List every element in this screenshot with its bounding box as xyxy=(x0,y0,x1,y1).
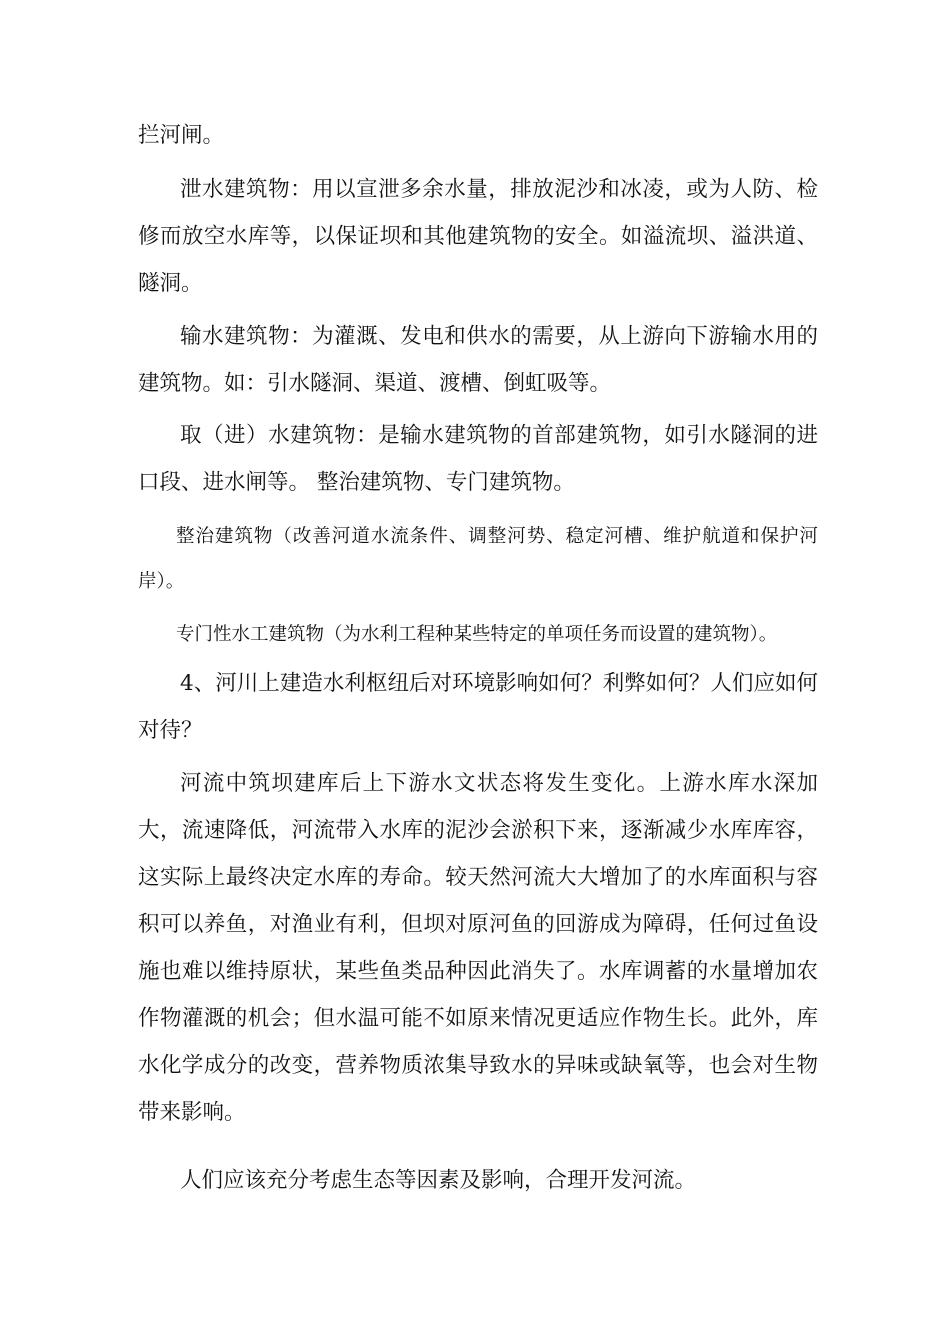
paragraph-discharge-structures: 泄水建筑物：用以宣泄多余水量，排放泥沙和冰凌，或为人防、检修而放空水库等，以保证坝和其他建筑物的安全。如溢流坝、溢洪道、隧洞。 xyxy=(138,177,818,296)
paragraph-intake-structures: 取（进）水建筑物：是输水建筑物的首部建筑物，如引水隧洞的进口段、进水闸等。 整治建筑物、专门建筑物。 xyxy=(138,423,818,495)
paragraph-regulation-structures: 整治建筑物（改善河道水流条件、调整河势、稳定河槽、维护航道和保护河岸）。 xyxy=(138,526,818,592)
question-heading: 4、河川上建造水利枢纽后对环境影响如何？利弊如何？人们应如何对待？ xyxy=(138,671,818,743)
paragraph-continuation: 拦河闸。 xyxy=(138,123,225,148)
paragraph-environmental-impact: 河流中筑坝建库后上下游水文状态将发生变化。上游水库水深加大，流速降低，河流带入水库的泥沙会淤积下来，逐渐减少水库库容，这实际上最终决定水库的寿命。较天然河流大大增加了的水库面积与容积可以养鱼，对渔业有利，但坝对原河鱼的回游成为障碍，任何过鱼设施也难以维持原状，某些鱼类品种因此消失了。水库调蓄的水量增加农作物灌溉的机会；但水温可能不如原来情况更适应作物生长。此外，库水化学成分的改变，营养物质浓集导致水的异味或缺氧等，也会对生物带来影响。 xyxy=(138,771,818,1125)
paragraph-conveyance-structures: 输水建筑物：为灌溉、发电和供水的需要，从上游向下游输水用的建筑物。如：引水隧洞、渠道、渡槽、倒虹吸等。 xyxy=(138,324,818,396)
paragraph-special-structures: 专门性水工建筑物（为水利工程种某些特定的单项任务而设置的建筑物）。 xyxy=(176,624,778,645)
paragraph-conclusion: 人们应该充分考虑生态等因素及影响，合理开发河流。 xyxy=(180,1168,697,1193)
